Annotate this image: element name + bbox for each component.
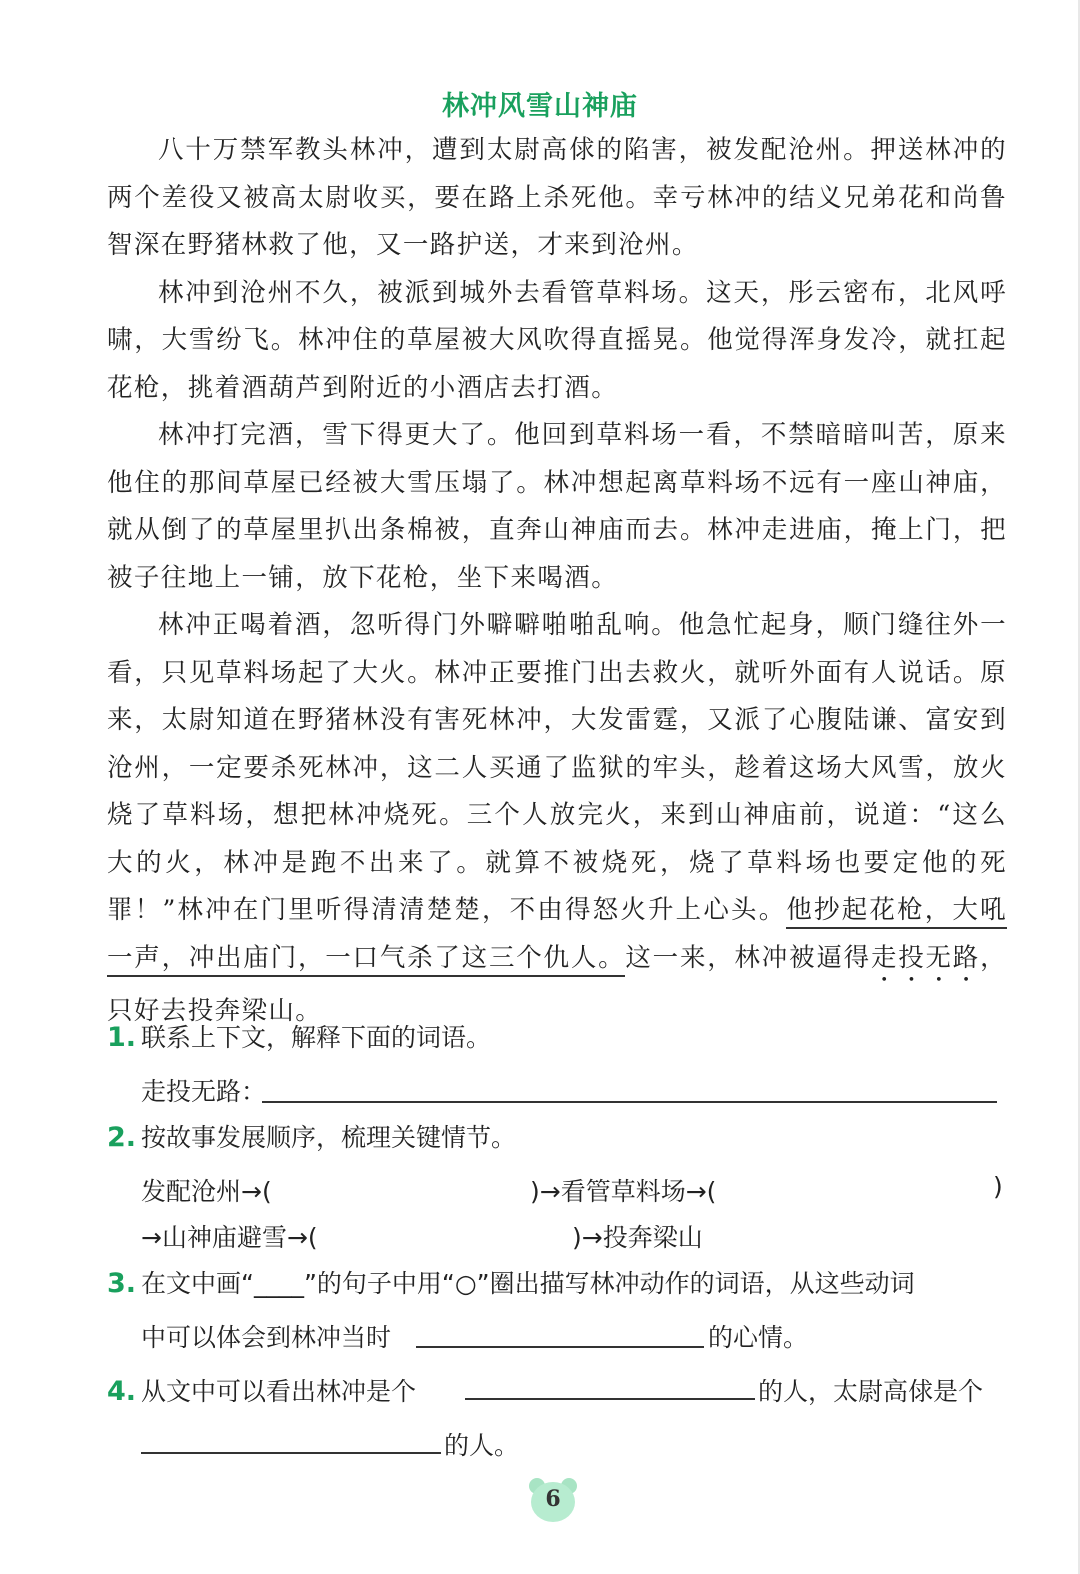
question-4-end: 的人。 [444, 1431, 520, 1460]
question-3-line2: 中可以体会到林冲当时 [141, 1323, 392, 1352]
question-3-number: 3. [107, 1268, 137, 1299]
question-4-text: 从文中可以看出林冲是个 [141, 1377, 417, 1406]
question-2-number: 2. [107, 1122, 137, 1153]
plot-step-3-close: ) [993, 1172, 1003, 1201]
story-title: 林冲风雪山神庙 [442, 91, 638, 122]
paragraph-4-end: ，只好去投奔梁山。 [107, 942, 1007, 1026]
question-1-term: 走投无路： [141, 1077, 267, 1106]
page-number: 6 [545, 1486, 561, 1512]
question-2 [107, 1118, 1012, 1154]
paragraph-2: 林冲到沧州不久，被派到城外去看管草料场。这天，彤云密布，北风呼啸，大雪纷飞。林冲住的草屋被大风吹得直摇晃。他觉得浑身发冷，就扛起花枪，挑着酒葫芦到附近的小酒店去打酒。 [107, 277, 1007, 403]
plot-step-1: 发配沧州→( [141, 1177, 272, 1206]
plot-step-5: )→投奔梁山 [572, 1223, 703, 1252]
paragraph-4-text: 林冲正喝着酒，忽听得门外噼噼啪啪乱响。他急忙起身，顺门缝往外一看，只见草料场起了大火。林冲正要推门出去救火，就听外面有人说话。原来，太尉知道在野猪林没有害死林冲，大发雷霆，又派了心腹陆谦、富安到沧州，一定要杀死林冲，这二人买通了监狱的牢头，趁着这场大风雪，放火烧了草料场，想把林冲烧死。三个人放完火，来到山神庙前，说道：“这么大的火，林冲是跑不出来了。就算不被烧死，烧了草料场也要定他的死罪！”林冲在门里听得清清楚楚，不由得怒火升上心头。 [107, 610, 1007, 925]
question-1 [107, 1018, 1012, 1054]
answer-line-3[interactable] [416, 1346, 704, 1348]
answer-line-1[interactable] [262, 1101, 997, 1103]
paragraph-3: 林冲打完酒，雪下得更大了。他回到草料场一看，不禁暗暗叫苦，原来他住的那间草屋已经被大雪压塌了。林冲想起离草料场不远有一座山神庙，就从倒了的草屋里扒出条棉被，直奔山神庙而去。林冲走进庙，掩上门，把被子往地上一铺，放下花枪，坐下来喝酒。 [107, 420, 1007, 593]
plot-step-4: →山神庙避雪→( [141, 1223, 318, 1252]
question-2-text: 按故事发展顺序，梳理关键情节。 [141, 1123, 517, 1152]
underlined-sentence: 他抄起花枪，大吼一声，冲出庙门，一口气杀了这三个仇人。 [107, 895, 1007, 977]
page-number-badge [527, 1478, 579, 1522]
question-4-mid: 的人，太尉高俅是个 [758, 1377, 984, 1406]
paragraph-1: 八十万禁军教头林冲，遭到太尉高俅的陷害，被发配沧州。押送林冲的两个差役又被高太尉收买，要在路上杀死他。幸亏林冲的结义兄弟花和尚鲁智深在野猪林救了他，又一路护送，才来到沧州。 [107, 135, 1007, 260]
question-4-number: 4. [107, 1376, 137, 1407]
story-text [107, 127, 1007, 1035]
question-3-text: 在文中画“____”的句子中用“○”圈出描写林冲动作的词语，从这些动词 [141, 1269, 915, 1298]
paragraph-4-tail: 这一来，林冲被逼得 [625, 942, 871, 973]
question-3-line2-end: 的心情。 [708, 1323, 809, 1352]
question-3 [107, 1264, 1012, 1300]
plot-step-2: )→看管草料场→( [530, 1177, 717, 1206]
answer-line-4b[interactable] [141, 1452, 441, 1454]
question-1-number: 1. [107, 1022, 137, 1053]
question-1-text: 联系上下文，解释下面的词语。 [141, 1023, 492, 1052]
answer-line-4a[interactable] [465, 1398, 755, 1400]
paragraph-4 [107, 602, 1007, 1035]
dotted-phrase: 走投无路 [870, 942, 981, 973]
